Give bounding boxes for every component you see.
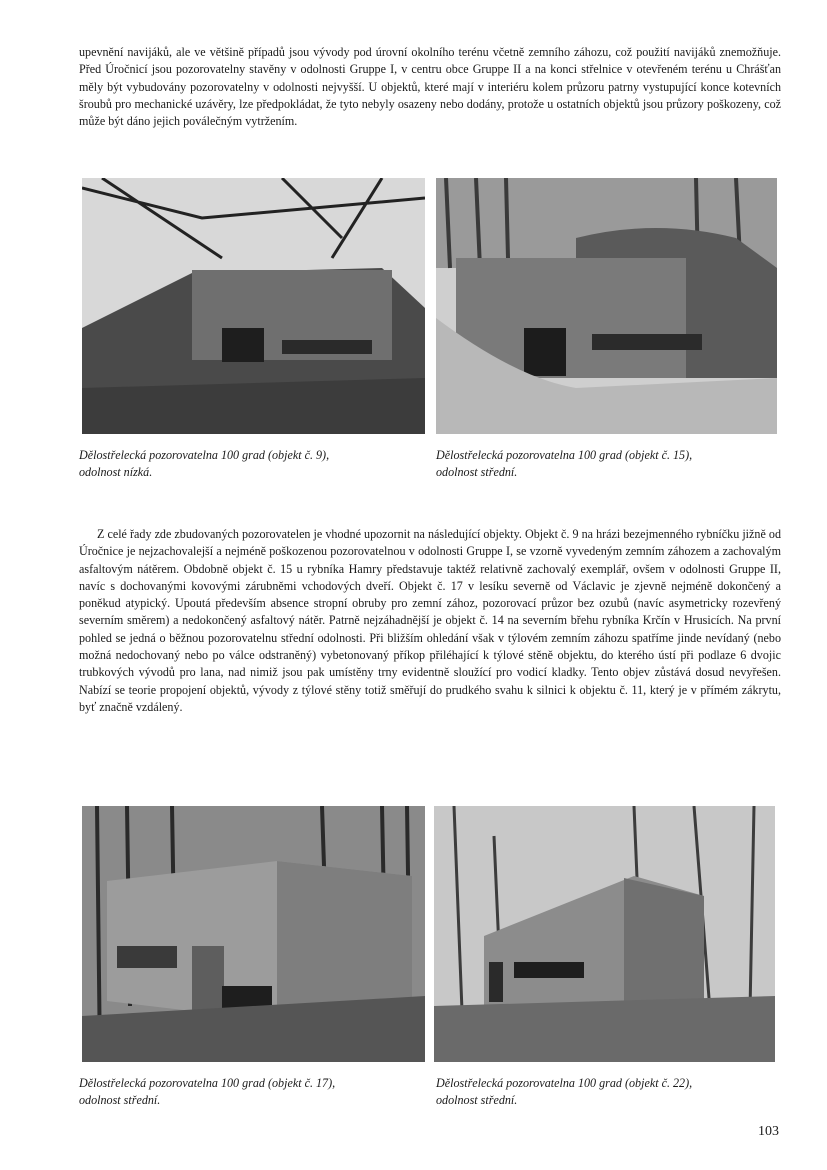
bunker-photo [82, 178, 425, 434]
body-paragraph: upevnění navijáků, ale ve většině případů jsou vývody pod úrovní okolního terénu včetně zemního záhozu, což použití navijáků znemožňuje. Před Úročnicí jsou pozorovatelny stavěny v odolnosti Gruppe I, v centru obce Gruppe II a na konci střelnice v otevřeném terénu u Chrášťan měly být vybudovány pozorovatelny v odolnosti nejvyšší. U objektů, které mají v interiéru kolem průzoru patrny vystupující konce kotevních šroubů pro mechanické uzávěry, lze předpokládat, že tyto nebyly osazeny nebo dodány, protože u ostatních objektů jsou průzory poškozeny, což může být dáno jejich poválečným vytržením. [79, 45, 781, 129]
bunker-photo [436, 178, 777, 434]
photo-caption: Dělostřelecká pozorovatelna 100 grad (objekt č. 9), odolnost nízká. [79, 448, 330, 479]
photo-caption: Dělostřelecká pozorovatelna 100 grad (objekt č. 15), odolnost střední. [436, 448, 693, 479]
bunker-photo [82, 806, 425, 1062]
bunker-photo [434, 806, 775, 1062]
photo-caption: Dělostřelecká pozorovatelna 100 grad (objekt č. 22), odolnost střední. [436, 1076, 693, 1107]
body-paragraph: Z celé řady zde zbudovaných pozorovatelen je vhodné upozornit na následující objekty. Objekt č. 9 na hrázi bezejmenného rybníčku jižně od Úročnice je nejzachovalejší a nejméně poškozenou pozorovatelnou v odolnosti Gruppe I, se vzorně vyvedeným zemním záhozem a zachovalým asfaltovým nátěrem. Obdobně objekt č. 15 u rybníka Hamry představuje taktéž relativně zachovalý exemplář, ovšem v odolnosti Gruppe II, navíc s dochovanými kovovými zárubněmi vchodových dveří. Objekt č. 17 v lesíku severně od Václavic je zjevně nejméně dokončený a poněkud atypický. Upoutá především absence stropní obruby pro zemní zához, pozorovací průzor bez ozubů (navíc asymetricky rozevřený severním směrem) a nedokončený asfaltový nátěr. Patrně nejzáhadnější je objekt č. 14 na severním břehu rybníka Krčín v Hrusicích. Na první pohled se jedná o běžnou pozorovatelnu střední odolnosti. Při bližším ohledání však v týlovém zemním záhozu spatříme jinde nevídaný (nebo možná nedochovaný nebo po válce odstraněný) vybetonovaný příkop přiléhající k týlové stěně objektu, do kterého ústí při podlaze 6 dvojic trubkových vývodů pro lana, nad nimiž jsou pak umístěny trny evidentně sloužící pro vodicí kladky. Tento objev zůstává dosud nevyřešen. Nabízí se teorie propojení objektů, vývody z týlové stěny totiž směřují do prudkého svahu k silnici k objektu č. 11, který je v přímém zákrytu, byť značně vzdálený. [79, 527, 781, 714]
page-number: 103 [758, 1124, 779, 1139]
photo-caption: Dělostřelecká pozorovatelna 100 grad (objekt č. 17), odolnost střední. [79, 1076, 336, 1107]
